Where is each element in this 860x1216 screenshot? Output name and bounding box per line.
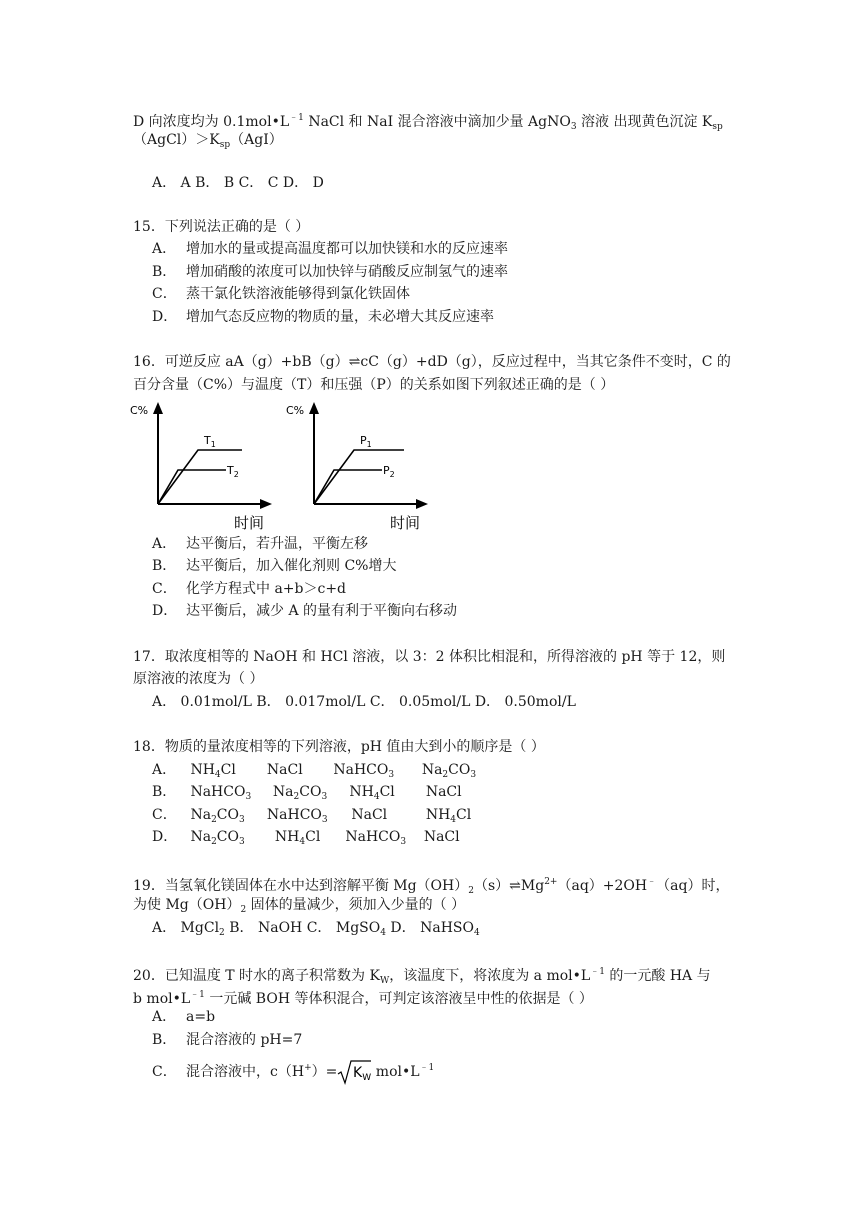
q16-option-b: B． 达平衡后，加入催化剂则 C%增大 [152, 558, 397, 574]
q16-stem-line2: 百分含量（C%）与温度（T）和压强（P）的关系如图下列叙述正确的是（ ） [133, 377, 615, 393]
q18-option-b: B． NaHCO$_3$ $Na_2CO_3$ $NH_4Cl$ NaCl [152, 782, 462, 807]
curve-upper-label: $T_1$ [204, 434, 216, 449]
q16-graph-temperature-svg [130, 400, 280, 535]
sqrt-kw [337, 1059, 371, 1085]
q20-option-c: C． 混合溶液中，c（H+）= $K_W$ $mol•L^{﹣1}$ [152, 1058, 434, 1085]
nacl: NaCl [351, 807, 388, 823]
q19-stem-line2: 为使 $Mg(OH)_2$ 固体的量减少，须加入少量的（ ） [133, 897, 466, 915]
nahco3: NaHCO$_3$ [190, 784, 252, 802]
q16-graph-pressure [286, 400, 436, 535]
q17-answer-choices: A． 0.01mol/L B． 0.017mol/L C． 0.05mol/L D． 0.50mol/L [152, 694, 576, 710]
q16-option-c: C． 化学方程式中 a+b＞c+d [152, 581, 347, 597]
x-axis-arrow [416, 499, 428, 509]
nacl: NaCl [266, 762, 303, 778]
q18-option-d: D． $Na_2CO_3$ $NH_4Cl$ NaHCO$_3$ NaCl [152, 827, 460, 852]
nacl: NaCl [423, 829, 460, 845]
nahco3: NaHCO$_3$ [345, 829, 407, 847]
curve-lower [158, 470, 226, 504]
q14-option-d-line1: D 向浓度均为 $0.1mol•L^{﹣1}$ NaCl 和 NaI 混合溶液中滴加少量 AgNO$_3$ 溶液 出现黄色沉淀 $K_{sp}$ [133, 113, 723, 132]
q16-option-d: D． 达平衡后，减少 A 的量有利于平衡向右移动 [152, 603, 458, 619]
y-axis-label: C% [286, 404, 305, 417]
nahco3: NaHCO$_3$ [333, 762, 395, 780]
q20-stem-line1: 20．已知温度 T 时水的离子积常数为 $K_W$，该温度下，将浓度为 a $mol•L^{﹣1}$ 的一元酸 HA 与 [133, 967, 711, 986]
curve-upper-label: $P_1$ [360, 434, 372, 449]
q15-option-d: D． 增加气态反应物的物质的量，未必增大其反应速率 [152, 309, 494, 325]
q14-answer-choices: A． A B． B C． C D． D [152, 175, 324, 191]
q15-stem: 15．下列说法正确的是（ ） [133, 219, 310, 235]
q20-stem-line2: b $mol•L^{﹣1}$ 一元碱 BOH 等体积混合，可判定该溶液呈中性的依据是（ ） [133, 990, 593, 1007]
q17-stem-line2: 原溶液的浓度为（ ） [133, 671, 264, 687]
q19-stem-line1: 19．当氢氧化镁固体在水中达到溶解平衡 $Mg(OH)_2(s)\rightleftharpoons Mg^{2+}(aq)+2OH^﹣(aq)$时， [133, 877, 730, 896]
q16-option-a: A． 达平衡后，若升温，平衡左移 [152, 536, 368, 552]
nahco3: NaHCO$_3$ [266, 807, 328, 825]
nh4cl: $NH_4Cl$ [190, 762, 236, 780]
y-axis-label: C% [130, 404, 149, 417]
x-axis-arrow [260, 499, 272, 509]
nh4cl: $NH_4Cl$ [425, 807, 472, 825]
na2co3: $Na_2CO_3$ [190, 807, 245, 825]
y-axis-arrow [153, 402, 163, 414]
na2co3: $Na_2CO_3$ [272, 784, 328, 802]
svg-text:KW: $K_W$ [353, 1065, 372, 1083]
q16-graph-temperature [130, 400, 280, 535]
curve-upper [158, 450, 242, 504]
q18-option-a: A． $NH_4Cl$ NaCl NaHCO$_3$ $Na_2CO_3$ [152, 760, 476, 785]
q18-option-c: C． $Na_2CO_3$ NaHCO$_3$ NaCl $NH_4Cl$ [152, 805, 471, 830]
curve-lower-label: $P_2$ [383, 464, 395, 479]
q17-stem-line1: 17．取浓度相等的 NaOH 和 HCl 溶液，以 3：2 体积比相混和，所得溶液的 pH 等于 12，则 [133, 649, 726, 665]
q15-option-a: A． 增加水的量或提高温度都可以加快镁和水的反应速率 [152, 241, 508, 257]
curve-lower [314, 470, 382, 504]
q15-option-b: B． 增加硝酸的浓度可以加快锌与硝酸反应制氢气的速率 [152, 264, 508, 280]
q14-option-d-line2: $(AgCl)>K_{sp}(AgI)$ [133, 132, 283, 150]
q16-graph-pressure-svg [286, 400, 436, 535]
q15-option-c: C． 蒸干氯化铁溶液能够得到氯化铁固体 [152, 286, 410, 302]
na2co3: $Na_2CO_3$ [421, 762, 477, 780]
q16-stem-line1: 16．可逆反应 aA（g）+bB（g）⇌cC（g）+dD（g），反应过程中，当其它条件不变时，C 的 [133, 354, 731, 370]
na2co3: $Na_2CO_3$ [190, 829, 245, 847]
q20-option-a: A． a=b [152, 1009, 216, 1025]
x-axis-label: 时间 [234, 514, 265, 532]
x-axis-label: 时间 [390, 514, 421, 532]
nh4cl: $NH_4Cl$ [274, 829, 321, 847]
y-axis-arrow [309, 402, 319, 414]
q19-answer-choices: A． MgCl$_2$ B． NaOH C． MgSO$_4$ D． NaHSO$_4$ [152, 920, 480, 938]
q20-option-b: B． 混合溶液的 pH=7 [152, 1032, 303, 1048]
nacl: NaCl [425, 784, 462, 800]
q18-stem: 18．物质的量浓度相等的下列溶液，pH 值由大到小的顺序是（ ） [133, 739, 545, 755]
sqrt-sign-icon [337, 1059, 371, 1085]
nh4cl: $NH_4Cl$ [349, 784, 395, 802]
curve-lower-label: $T_2$ [227, 464, 239, 479]
